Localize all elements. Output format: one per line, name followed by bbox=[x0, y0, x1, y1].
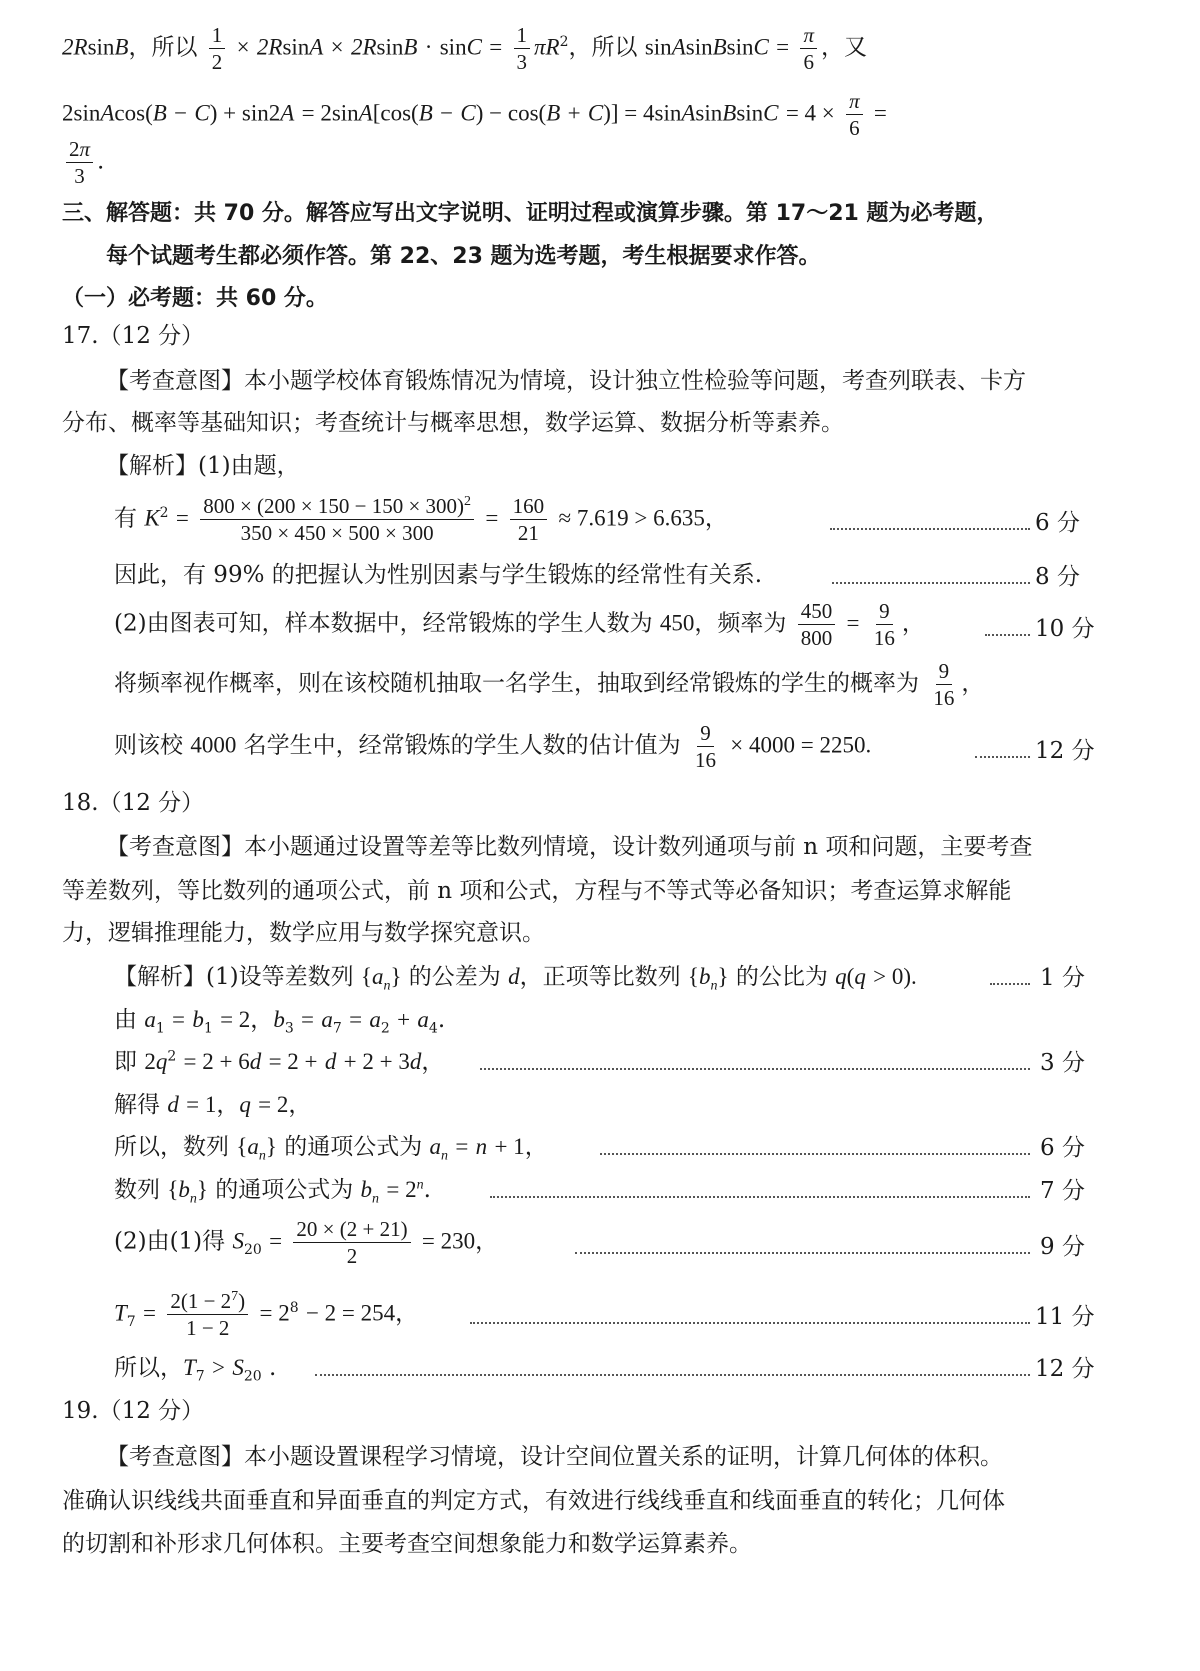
q18-solution-score: 1 分 bbox=[1040, 965, 1085, 991]
leader-dots bbox=[830, 528, 1030, 530]
q18-intent-line-2: 等差数列，等比数列的通项公式，前 n 项和公式，方程与不等式等必备知识；考查运算求解能 bbox=[62, 878, 1012, 904]
q18-line-h: 所以，$T_7 > S_{20}$ . bbox=[114, 1355, 277, 1385]
leader-dots bbox=[575, 1252, 1030, 1254]
q18-line-e: 数列 $\{b_n\}$ 的通项公式为 $b_n = 2^n$. bbox=[114, 1177, 431, 1207]
q19-heading: 19.（12 分） bbox=[62, 1398, 205, 1424]
q17-k2-formula: 有 $K^2$ = $\frac{800 \times (200 \times 150 - 150 \times 300)^2}{350 \times 450 \times 500 \times 300}$ = $\frac{160}{21}$ ≈ 7.619 > 6.635， bbox=[114, 494, 728, 546]
leader-dots bbox=[600, 1153, 1030, 1155]
text-line-1: 2RsinB，所以 $\frac{1}{2}$ × 2RsinA × 2RsinB · sinC = $\frac{1}{3}$ $\pi R^2$，所以 sinAsinBsinC = $\frac{\pi}{6}$ ，又 bbox=[62, 23, 867, 75]
q18-line-g-score: 11 分 bbox=[1035, 1304, 1095, 1330]
leader-dots bbox=[832, 582, 1030, 584]
q17-heading: 17.（12 分） bbox=[62, 323, 205, 349]
leader-dots bbox=[975, 756, 1030, 758]
q18-line-b-score: 3 分 bbox=[1040, 1050, 1085, 1076]
q18-line-h-score: 12 分 bbox=[1035, 1356, 1095, 1382]
leader-dots bbox=[490, 1196, 1030, 1198]
q17-intent-line-2: 分布、概率等基础知识；考查统计与概率思想，数学运算、数据分析等素养。 bbox=[62, 410, 844, 436]
text-line-3: $\frac{2\pi}{3}$ . bbox=[62, 138, 104, 187]
leader-dots bbox=[470, 1322, 1030, 1324]
q18-line-d-score: 6 分 bbox=[1040, 1135, 1085, 1161]
leader-dots bbox=[990, 983, 1030, 985]
text-line-2: 2sinAcos(B − C) + sin2A = 2sinA[cos(B − C) − cos(B + C)] = 4sinAsinBsinC = 4 × $\frac{\pi}{6}$ = bbox=[62, 89, 887, 141]
q17-conclusion: 因此，有 99% 的把握认为性别因素与学生锻炼的经常性有关系. bbox=[114, 562, 763, 588]
section-3-heading: 三、解答题：共 70 分。解答应写出文字说明、证明过程或演算步骤。第 17～21 题为必考题， bbox=[62, 201, 999, 226]
leader-dots bbox=[480, 1068, 1030, 1070]
q17-part-2-line-3: 则该校 4000 名学生中，经常锻炼的学生人数的估计值为 $\frac{9}{16}$ × 4000 = 2250. bbox=[114, 721, 872, 773]
q18-line-e-score: 7 分 bbox=[1040, 1178, 1085, 1204]
q19-intent-line-3: 的切割和补形求几何体积。主要考查空间想象能力和数学运算素养。 bbox=[62, 1531, 752, 1557]
q18-line-d: 所以，数列 $\{a_n\}$ 的通项公式为 $a_n = n + 1$， bbox=[114, 1134, 548, 1164]
q19-intent-line-1: 【考查意图】本小题设置课程学习情境，设计空间位置关系的证明，计算几何体的体积。 bbox=[106, 1444, 1003, 1470]
q18-intent-line-1: 【考查意图】本小题通过设置等差等比数列情境，设计数列通项与前 n 项和问题，主要考查 bbox=[106, 834, 1033, 860]
q18-heading: 18.（12 分） bbox=[62, 790, 205, 816]
q17-part-2-line-2: 将频率视作概率，则在该校随机抽取一名学生，抽取到经常锻炼的学生的概率为 $\frac{9}{16}$ ， bbox=[114, 659, 985, 711]
q17-intent-line-1: 【考查意图】本小题学校体育锻炼情况为情境，设计独立性检验等问题，考查列联表、卡方 bbox=[106, 368, 1026, 394]
q18-line-a: 由 $a_1 = b_1 = 2$，$b_3 = a_7 = a_2 + a_4$. bbox=[114, 1007, 446, 1037]
q18-line-f-score: 9 分 bbox=[1040, 1234, 1085, 1260]
q18-line-g: $T_7$ = $\frac{2(1 - 2^7)}{1 - 2}$ = $2^8 - 2 = 254$， bbox=[114, 1289, 419, 1341]
q18-line-b: 即 $2q^2 = 2 + 6d = 2 + d + 2 + 3d$， bbox=[114, 1048, 445, 1075]
q17-k2-score: 6 分 bbox=[1035, 510, 1080, 536]
leader-dots bbox=[985, 634, 1030, 636]
section-3-subheading: （一）必考题：共 60 分。 bbox=[62, 286, 328, 311]
q17-part-2-score: 10 分 bbox=[1035, 616, 1095, 642]
q19-intent-line-2: 准确认识线线共面垂直和异面垂直的判定方式，有效进行线线垂直和线面垂直的转化；几何体 bbox=[62, 1488, 1005, 1514]
leader-dots bbox=[315, 1374, 1030, 1376]
q17-conclusion-score: 8 分 bbox=[1035, 564, 1080, 590]
q18-solution-line-1: 【解析】(1)设等差数列 $\{a_n\}$ 的公差为 d，正项等比数列 $\{b_n\}$ 的公比为 q(q > 0). bbox=[114, 964, 917, 994]
q17-solution-label: 【解析】(1)由题， bbox=[106, 453, 300, 479]
section-3-heading-2: 每个试题考生都必须作答。第 22、23 题为选考题，考生根据要求作答。 bbox=[106, 244, 821, 269]
q17-final-score: 12 分 bbox=[1035, 738, 1095, 764]
q18-line-f: (2)由(1)得 $S_{20}$ = $\frac{20 \times (2 + 21)}{2}$ = 230， bbox=[114, 1217, 499, 1269]
q17-part-2-line-1: (2)由图表可知，样本数据中，经常锻炼的学生人数为 450，频率为 $\frac{450}{800}$ = $\frac{9}{16}$ ， bbox=[114, 599, 925, 651]
q18-intent-line-3: 力，逻辑推理能力，数学应用与数学探究意识。 bbox=[62, 920, 545, 946]
q18-line-c: 解得 d = 1，q = 2， bbox=[114, 1092, 312, 1118]
